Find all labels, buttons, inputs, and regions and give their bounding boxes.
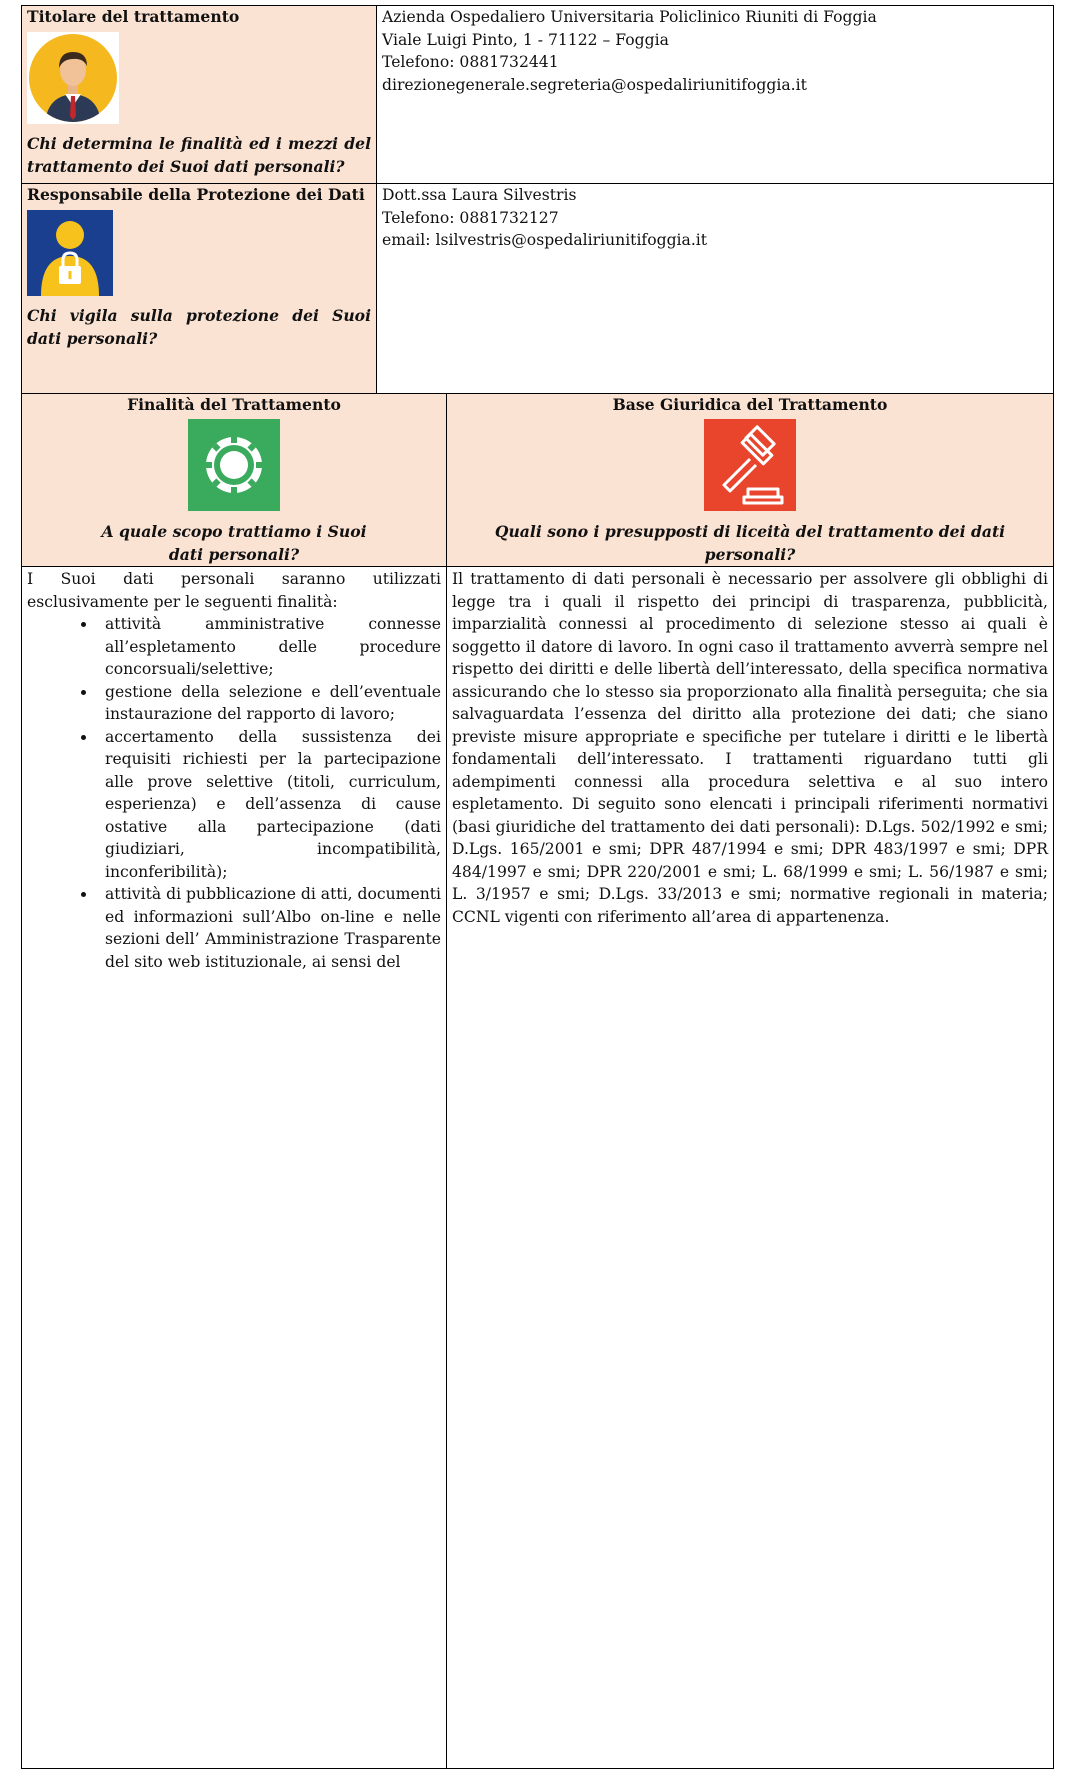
- finalita-base-content-row: [22, 567, 1054, 1769]
- finalita-question: A quale scopo trattiamo i Suoi dati personali?: [101, 522, 367, 564]
- rpd-label-cell: [22, 184, 377, 394]
- titolare-row: [22, 6, 1054, 184]
- titolare-name: Azienda Ospedaliero Universitaria Policlinico Riuniti di Foggia: [382, 8, 877, 26]
- base-question: Quali sono i presupposti di liceità del trattamento dei dati personali?: [494, 522, 1006, 564]
- rpd-name: Dott.ssa Laura Silvestris: [382, 186, 577, 204]
- titolare-question: Chi determina le finalità ed i mezzi del trattamento dei Suoi dati personali?: [27, 134, 371, 176]
- base-text: Il trattamento di dati personali è necessario per assolvere gli obblighi di legge tra i quali il rispetto dei principi di trasparenza, pubblicità, imparzialità connessi al procedimento di selezione stesso ai quali è soggetto il datore di lavoro. In ogni caso il trattamento avverrà sempre nel rispetto dei diritti e delle libertà dell’interessato, della specifica normativa assicurando che lo stesso sia proporzionato alla finalità perseguita; che sia salvaguardata l’essenza del diritto alla protezione dei dati; che siano previste misure appropriate e specifiche per tutelare i diritti e le libertà fondamentali dell’interessato. I trattamenti riguardano tutti gli adempimenti connessi alla procedura selettiva e al suo intero espletamento. Di seguito sono elencati i principali riferimenti normativi (basi giuridiche del trattamento dei dati personali): D.Lgs. 502/1992 e smi; D.Lgs. 165/2001 e smi; DPR 487/1994 e smi; DPR 483/1997 e smi; DPR 484/1997 e smi; DPR 220/2001 e smi; L. 68/1999 e smi; L. 56/1987 e smi; L. 3/1957 e smi; D.Lgs. 33/2013 e smi; normative regionali in materia; CCNL vigenti con riferimento all’area di appartenenza.: [452, 570, 1048, 926]
- privacy-table: [21, 5, 1054, 1769]
- rpd-email[interactable]: email: lsilvestris@ospedaliriunitifoggia.it: [382, 231, 708, 249]
- base-heading: Base Giuridica del Trattamento: [612, 395, 888, 414]
- titolare-address: Viale Luigi Pinto, 1 - 71122 – Foggia: [382, 30, 669, 49]
- user-lock-icon: [27, 210, 371, 303]
- finalita-list: [27, 613, 441, 973]
- titolare-info-cell: [377, 6, 1054, 184]
- titolare-heading: Titolare del trattamento: [27, 7, 240, 26]
- list-item: • attività amministrative connesse all’espletamento delle procedure concorsuali/selettive;: [97, 613, 441, 681]
- rpd-phone: Telefono: 0881732127: [382, 208, 559, 227]
- titolare-phone: Telefono: 0881732441: [382, 53, 559, 71]
- base-content-cell: [447, 567, 1054, 1769]
- finalita-intro: I Suoi dati personali saranno utilizzati esclusivamente per le seguenti finalità:: [27, 570, 441, 611]
- base-header-cell: [447, 394, 1054, 567]
- finalita-header-cell: [22, 394, 447, 567]
- rpd-info-cell: [377, 184, 1054, 394]
- rpd-question: Chi vigila sulla protezione dei Suoi dati personali?: [27, 306, 371, 348]
- gear-icon: [188, 419, 280, 518]
- list-item: • accertamento della sussistenza dei requisiti richiesti per la partecipazione alle prove selettive (titoli, curriculum, esperienza) e dell’assenza di cause ostative alla partecipazione (dati giudiziari, incompatibilità, inconferibilità);: [97, 726, 441, 884]
- finalita-content-cell: [22, 567, 447, 1769]
- list-item: • gestione della selezione e dell’eventuale instaurazione del rapporto di lavoro;: [97, 681, 441, 726]
- rpd-row: [22, 184, 1054, 394]
- finalita-heading: Finalità del Trattamento: [127, 395, 341, 414]
- list-item: • attività di pubblicazione di atti, documenti ed informazioni sull’Albo on-line e nelle sezioni dell’ Amministrazione Trasparente del sito web istituzionale, ai sensi del: [97, 883, 441, 973]
- gavel-icon: [704, 419, 796, 518]
- businessman-avatar-icon: [27, 32, 371, 131]
- titolare-email[interactable]: direzionegenerale.segreteria@ospedaliriunitifoggia.it: [382, 75, 807, 94]
- titolare-label-cell: [22, 6, 377, 184]
- rpd-heading: Responsabile della Protezione dei Dati: [27, 185, 365, 204]
- privacy-notice-page: [21, 5, 1053, 1769]
- finalita-base-header-row: [22, 394, 1054, 567]
